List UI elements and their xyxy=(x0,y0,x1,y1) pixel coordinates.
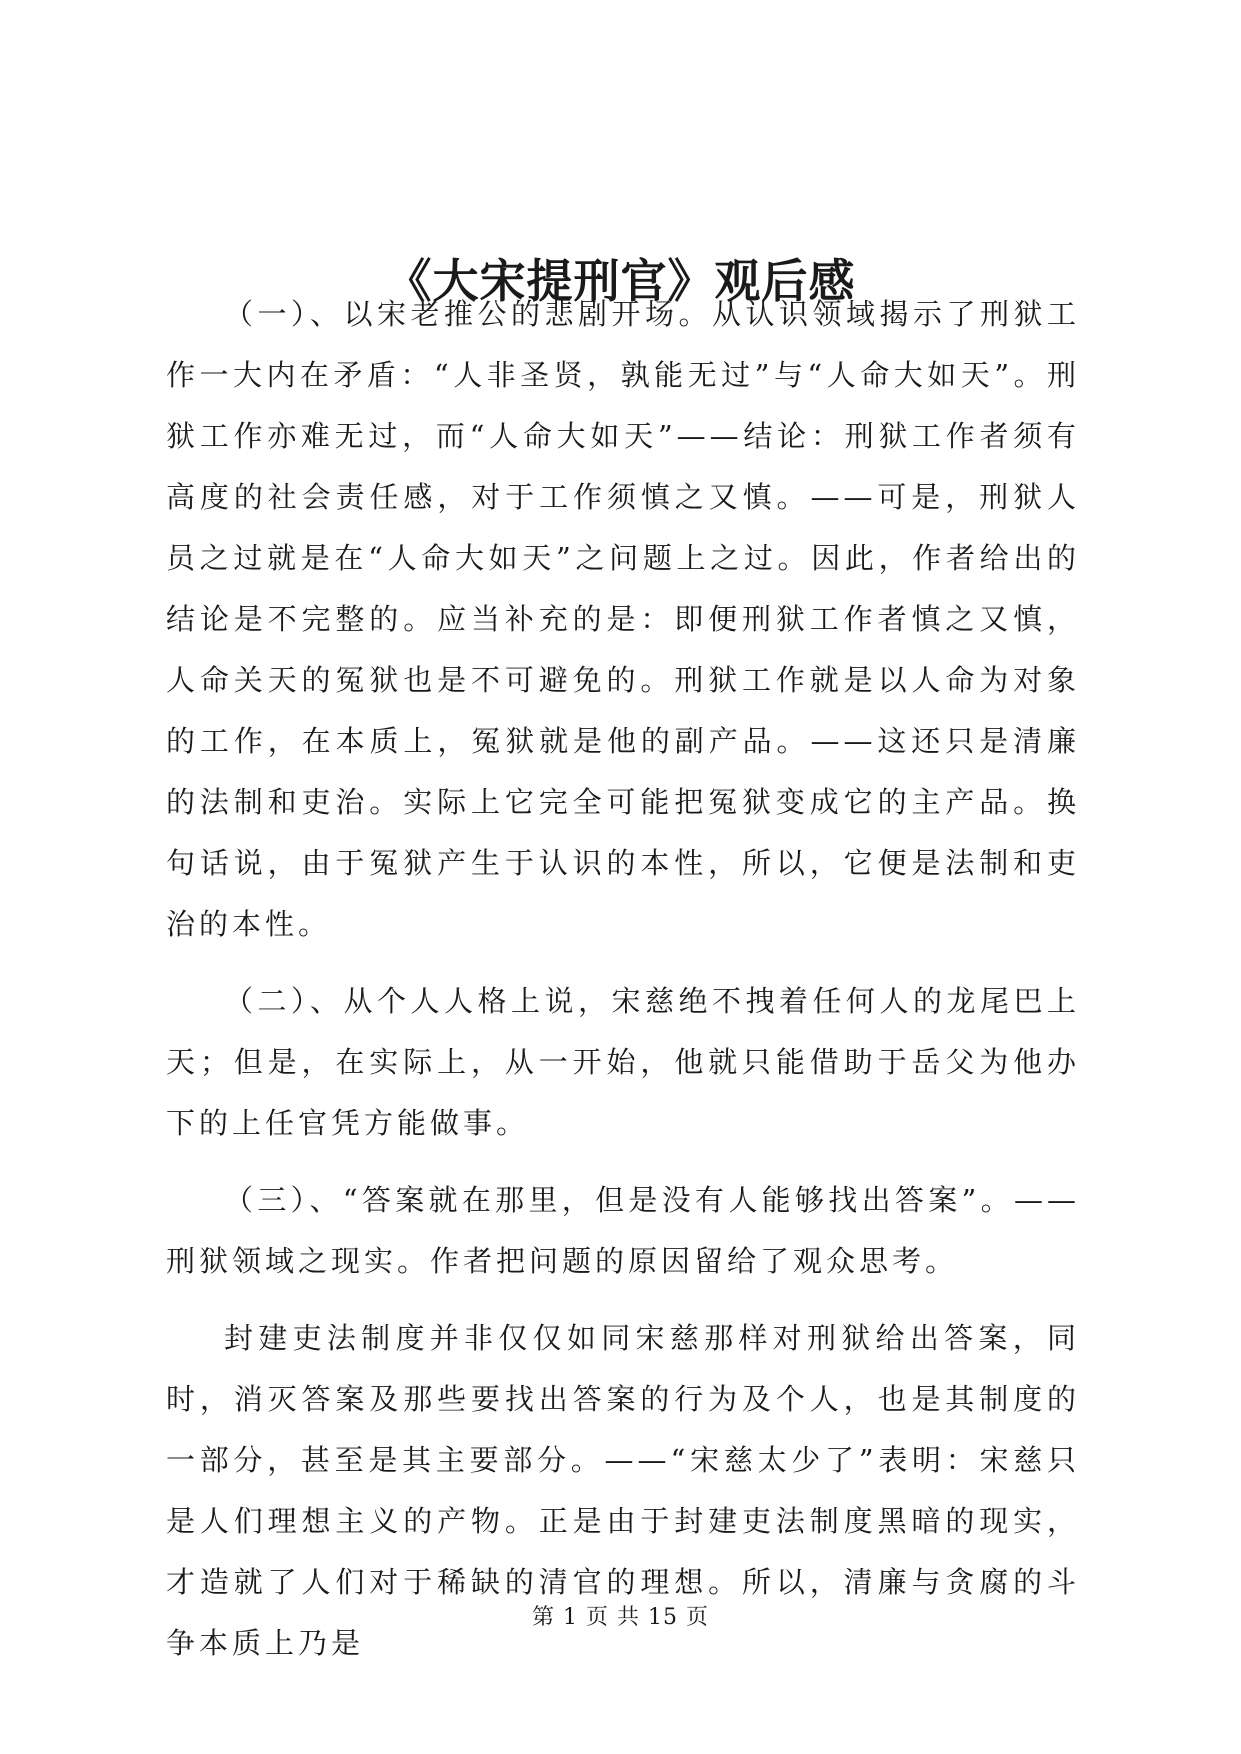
paragraph-3: （三）、“答案就在那里，但是没有人能够找出答案”。——刑狱领域之现实。作者把问题的原因留给了观众思考。 xyxy=(166,1183,1080,1278)
page-title: 《大宋提刑官》观后感 xyxy=(385,253,856,308)
paragraph-4: 封建吏法制度并非仅仅如同宋慈那样对刑狱给出答案，同时，消灭答案及那些要找出答案的行为及个人，也是其制度的一部分，甚至是其主要部分。——“宋慈太少了”表明：宋慈只是人们理想主义的产物。正是由于封建吏法制度黑暗的现实，才造就了人们对于稀缺的清官的理想。所以，清廉与贪腐的斗争本质上乃是 xyxy=(166,1321,1080,1660)
paragraph-1: （一）、以宋老推公的悲剧开场。从认识领域揭示了刑狱工作一大内在矛盾：“人非圣贤，孰能无过”与“人命大如天”。刑狱工作亦难无过，而“人命大如天”——结论：刑狱工作者须有高度的社会责任感，对于工作须慎之又慎。——可是，刑狱人员之过就是在“人命大如天”之问题上之过。因此，作者给出的结论是不完整的。应当补充的是：即便刑狱工作者慎之又慎，人命关天的冤狱也是不可避免的。刑狱工作就是以人命为对象的工作，在本质上，冤狱就是他的副产品。——这还只是清廉的法制和吏治。实际上它完全可能把冤狱变成它的主产品。换句话说，由于冤狱产生于认识的本性，所以，它便是法制和吏治的本性。 xyxy=(166,297,1080,941)
paragraph-2: （二）、从个人人格上说，宋慈绝不拽着任何人的龙尾巴上天；但是，在实际上，从一开始，他就只能借助于岳父为他办下的上任官凭方能做事。 xyxy=(166,984,1080,1140)
document-body xyxy=(166,284,1080,1674)
page-number-footer: 第 1 页 共 15 页 xyxy=(532,1605,709,1630)
